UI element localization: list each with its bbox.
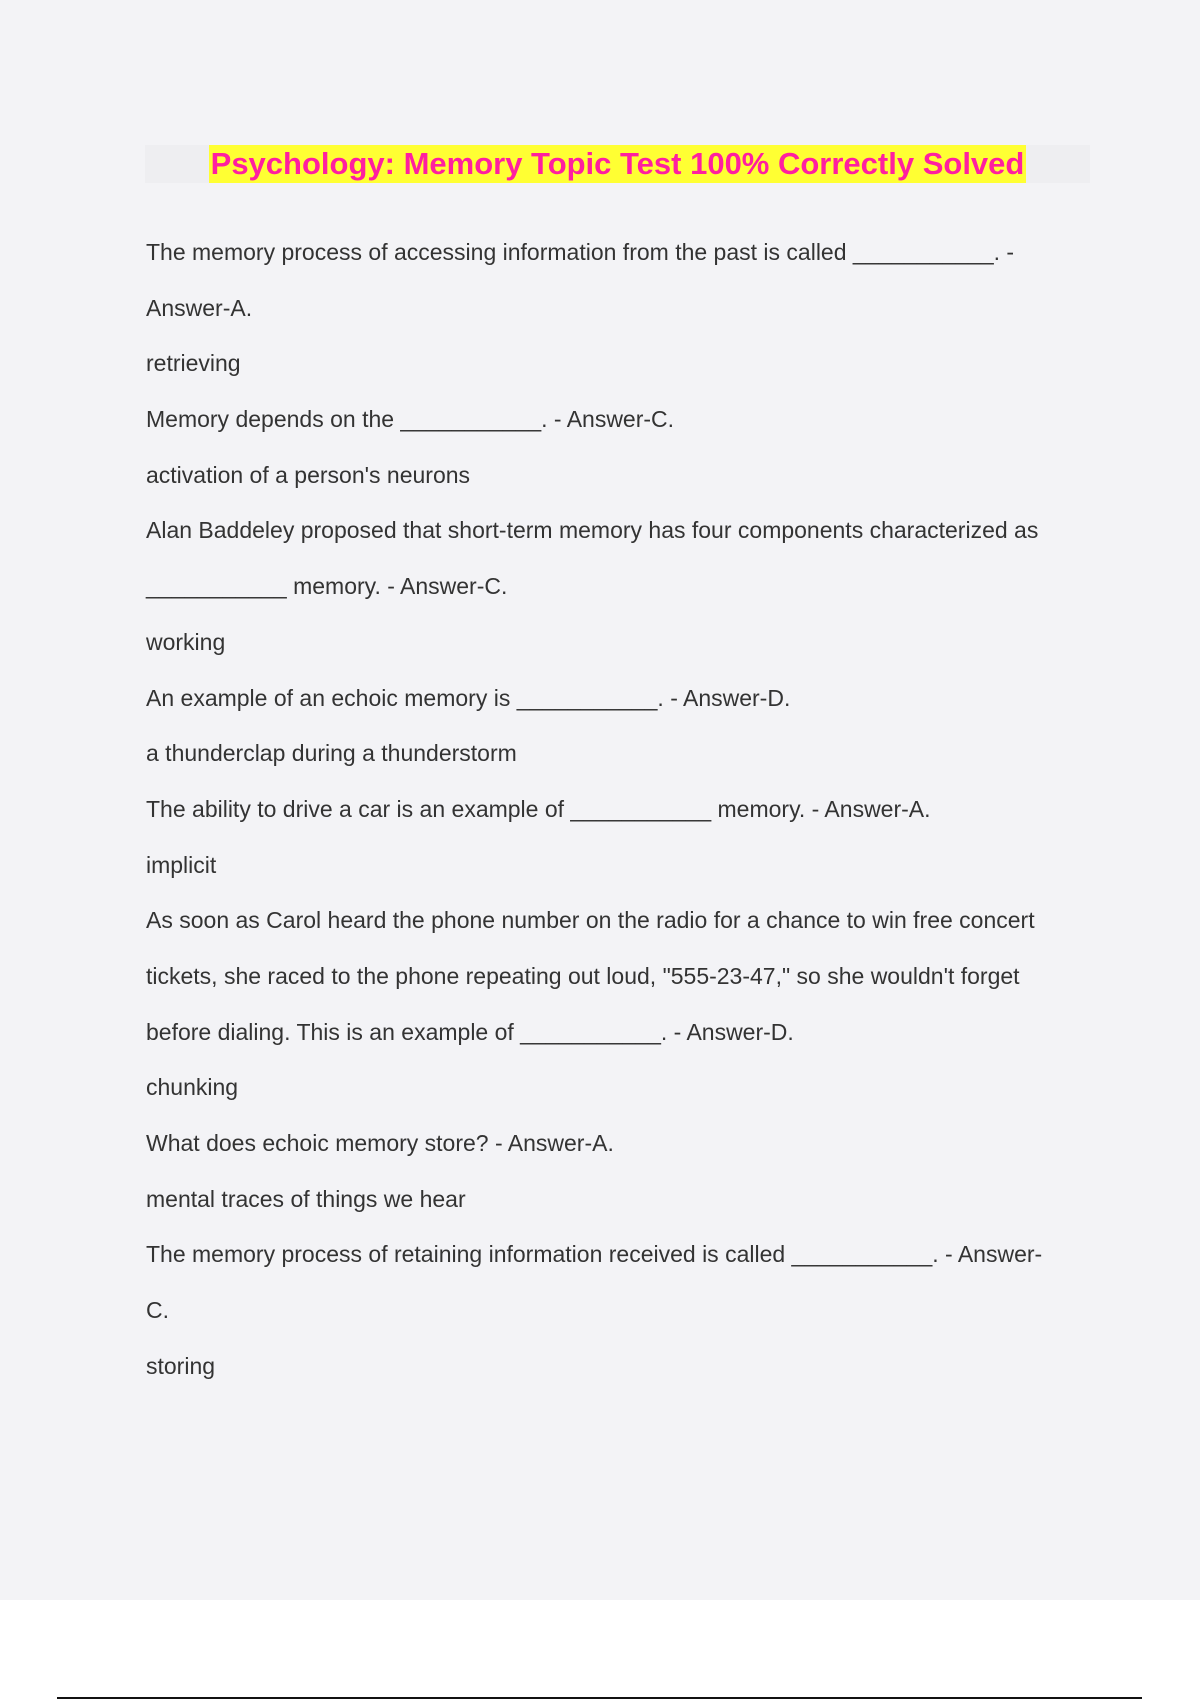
- answer-line: a thunderclap during a thunderstorm: [146, 740, 517, 767]
- answer-line: storing: [146, 1352, 216, 1379]
- answer-key-line: C.: [146, 1297, 169, 1324]
- title-banner: [145, 145, 1090, 183]
- question-line: ___________ memory. - Answer-C.: [146, 573, 508, 600]
- question-line: Memory depends on the ___________. - Answer-C.: [146, 406, 675, 433]
- footer-divider: [57, 1697, 1142, 1699]
- answer-key-line: Answer-A.: [146, 294, 253, 321]
- question-line: The memory process of accessing information from the past is called ___________. -: [146, 239, 1015, 265]
- question-line: The ability to drive a car is an example of ___________ memory. - Answer-A.: [146, 795, 931, 822]
- answer-line: working: [146, 628, 226, 655]
- answer-line: implicit: [146, 851, 217, 878]
- answer-line: retrieving: [146, 350, 241, 377]
- document-title: Psychology: Memory Topic Test 100% Correctly Solved: [210, 146, 1025, 181]
- answer-line: activation of a person's neurons: [146, 461, 471, 488]
- question-line: As soon as Carol heard the phone number on the radio for a chance to win free concert: [146, 907, 1035, 934]
- question-line: Alan Baddeley proposed that short-term memory has four components characterized as: [146, 517, 1039, 544]
- question-line: An example of an echoic memory is ___________. - Answer-D.: [146, 684, 791, 711]
- question-line: The memory process of retaining information received is called ___________. - Answer-: [146, 1241, 1043, 1268]
- question-line: before dialing. This is an example of ___________. - Answer-D.: [146, 1018, 794, 1045]
- document-body: [146, 225, 1086, 1394]
- answer-line: chunking: [146, 1074, 239, 1101]
- question-line: What does echoic memory store? - Answer-A.: [146, 1130, 614, 1156]
- answer-line: mental traces of things we hear: [146, 1185, 466, 1212]
- question-line: tickets, she raced to the phone repeating out loud, "555-23-47," so she wouldn't forget: [146, 962, 1020, 989]
